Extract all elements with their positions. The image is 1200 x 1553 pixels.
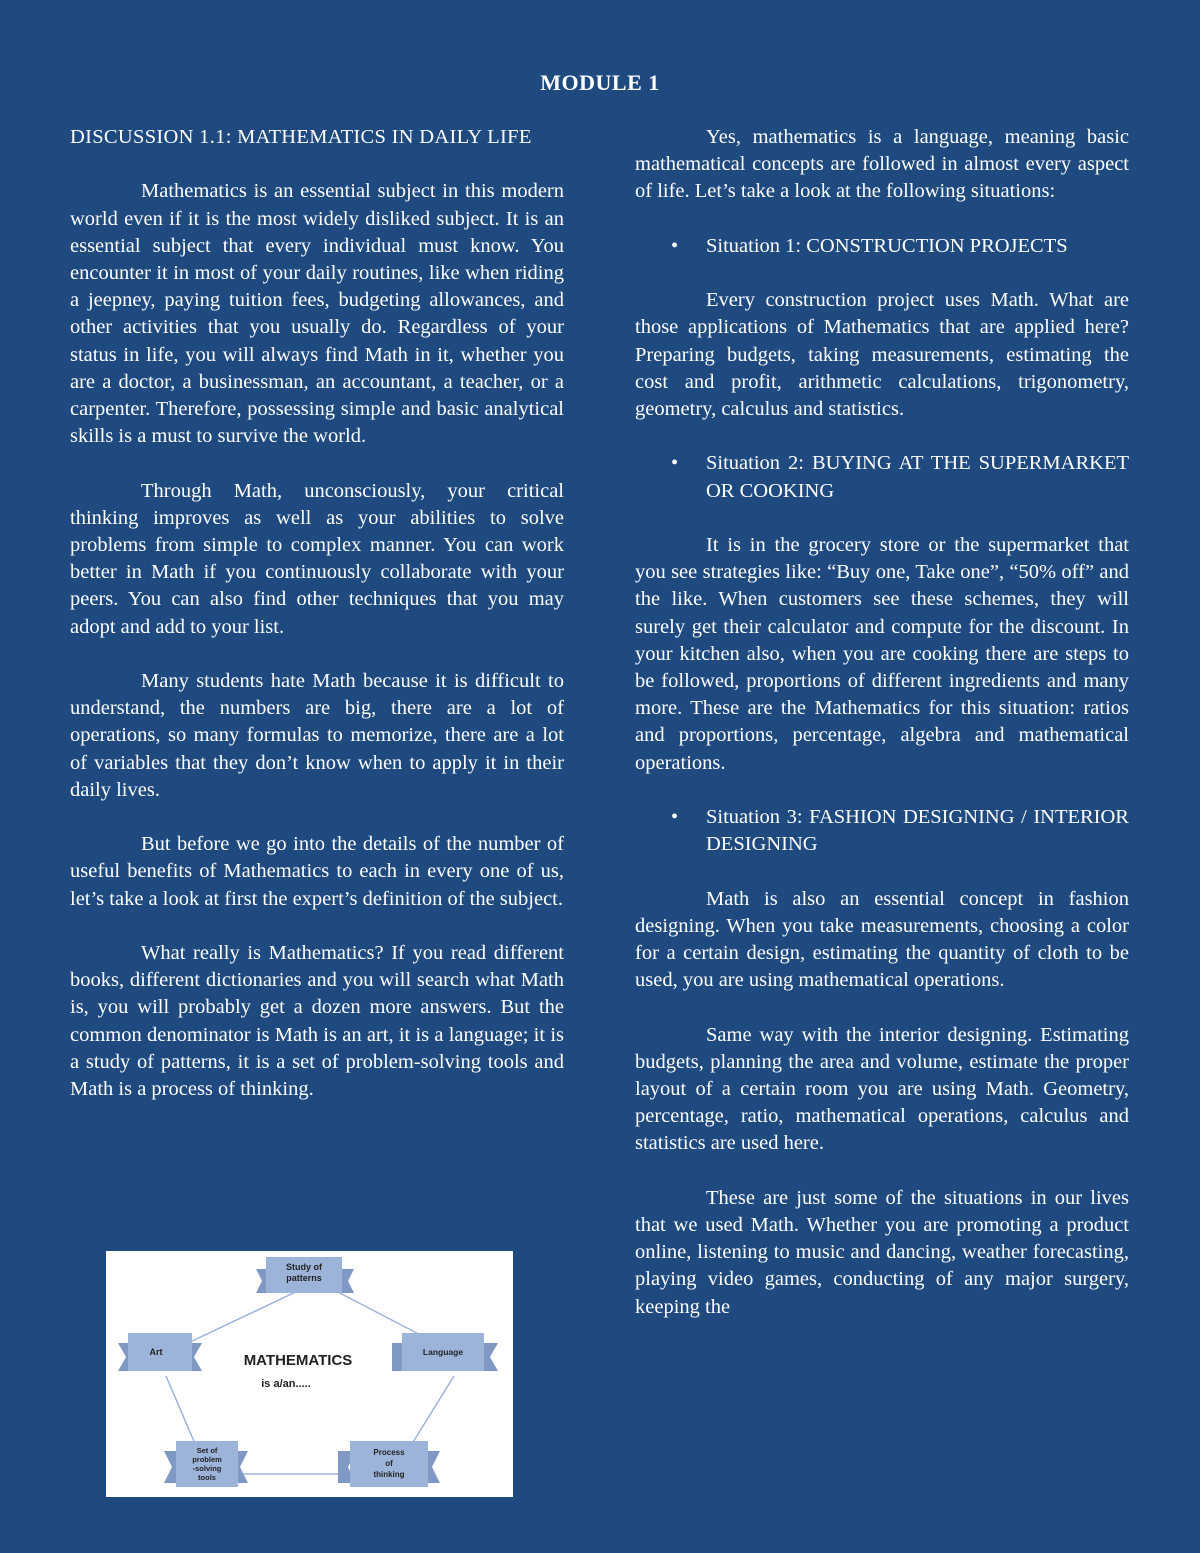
node-br-line1: Process: [373, 1448, 405, 1457]
module-title: MODULE 1: [540, 70, 660, 95]
situation-2: [635, 450, 1129, 504]
node-bl-line2: problem: [192, 1455, 222, 1464]
paragraph-construction: Every construction project uses Math. What are those applications of Mathematics that are applied here? Preparing budgets, taking measurements, estimating the cost and profit, arithmetic calculations, trigonometry, geometry, calculus and statistics.: [635, 289, 1129, 420]
node-art: [118, 1333, 202, 1371]
node-bl-line1: Set of: [196, 1446, 218, 1455]
situation-1-label: Situation 1: CONSTRUCTION PROJECTS: [706, 234, 1068, 257]
bullet-icon: •: [671, 234, 679, 257]
paragraph-situations-summary: These are just some of the situations in our lives that we used Math. Whether you are promoting a product online, listening to music and dancing, weather forecasting, playing video games, conducting of any major surgery, keeping the: [635, 1186, 1129, 1318]
mathematics-diagram: [106, 1251, 513, 1497]
node-left-line1: Art: [149, 1347, 163, 1357]
bullet-icon: •: [671, 452, 679, 475]
node-language: [392, 1333, 498, 1371]
right-column: [635, 124, 1129, 1321]
node-process-of-thinking: [338, 1441, 440, 1487]
paragraph-students-hate-math: Many students hate Math because it is difficult to understand, the numbers are big, there are a lot of operations, so many formulas to memorize, there are a lot of variables that they don’t know when to apply it in their daily lives.: [70, 670, 564, 801]
node-bl-line3: -solving: [192, 1464, 222, 1473]
situation-1: [635, 233, 1129, 260]
situation-3-label: Situation 3: FASHION DESIGNING / INTERIOR DESIGNING: [706, 806, 1129, 856]
paragraph-math-is-language: Yes, mathematics is a language, meaning basic mathematical concepts are followed in almost every aspect of life. Let’s take a look at the following situations:: [635, 126, 1129, 203]
paragraph-fashion: Math is also an essential concept in fashion designing. When you take measurements, choosing a color for a certain design, estimating the quantity of cloth to be used, you are using mathematical operations.: [635, 887, 1129, 992]
node-top-line1: Study of: [286, 1262, 322, 1272]
paragraph-before-details: But before we go into the details of the number of useful benefits of Mathematics to each in every one of us, let’s take a look at first the expert’s definition of the subject.: [70, 833, 564, 910]
paragraph-interior: Same way with the interior designing. Estimating budgets, planning the area and volume, estimate the proper layout of a certain room you are using Math. Geometry, percentage, ratio, mathematical operations, calculus and statistics are used here.: [635, 1023, 1129, 1155]
bullet-icon: •: [671, 806, 679, 828]
paragraph-supermarket: It is in the grocery store or the supermarket that you see strategies like: “Buy one, Take one”, “50% off” and the like. When customers see these schemes, they will surely get their calculator and compute for the discount. In your kitchen also, when you are cooking there are steps to be followed, proportions of different ingredients and many more. These are the Mathematics for this situation: ratios and proportions, percentage, algebra and mathematical operations.: [635, 533, 1129, 774]
node-study-of-patterns: [256, 1257, 354, 1293]
diagram-center-title: MATHEMATICS: [243, 1352, 353, 1369]
node-right-line1: Language: [422, 1347, 464, 1357]
node-br-line2: of: [385, 1459, 393, 1468]
situation-2-label: Situation 2: BUYING AT THE SUPERMARKET OR COOKING: [706, 452, 1129, 502]
discussion-heading: DISCUSSION 1.1: MATHEMATICS IN DAILY LIFE: [70, 126, 532, 148]
diagram-center-subtitle: is a/an.....: [261, 1378, 311, 1390]
left-column: [70, 124, 564, 1103]
paragraph-what-is-math: What really is Mathematics? If you read different books, different dictionaries and you will search what Math is, you will probably get a dozen more answers. But the common denominator is Math is an art, it is a language; it is a study of patterns, it is a set of problem-solving tools and Math is a process of thinking.: [70, 942, 564, 1101]
node-bl-line4: tools: [198, 1473, 216, 1482]
node-br-line3: thinking: [373, 1470, 405, 1479]
node-top-line2: patterns: [286, 1273, 322, 1283]
paragraph-critical-thinking: Through Math, unconsciously, your critical thinking improves as well as your abilities to solve problems from simple to complex manner. You can work better in Math if you continuously collaborate with your peers. You can also find other techniques that you may adopt and add to your list.: [70, 479, 564, 638]
paragraph-essential-subject: Mathematics is an essential subject in this modern world even if it is the most widely disliked subject. It is an essential subject that every individual must know. You encounter it in most of your daily routines, like when riding a jeepney, paying tuition fees, budgeting allowances, and other activities that you usually do. Regardless of your status in life, you will always find Math in it, whether you are a doctor, a businessman, an accountant, a teacher, or a carpenter. Therefore, possessing simple and basic analytical skills is a must to survive the world.: [70, 180, 564, 448]
node-problem-solving-tools: [164, 1441, 248, 1487]
situation-3: [635, 804, 1129, 858]
